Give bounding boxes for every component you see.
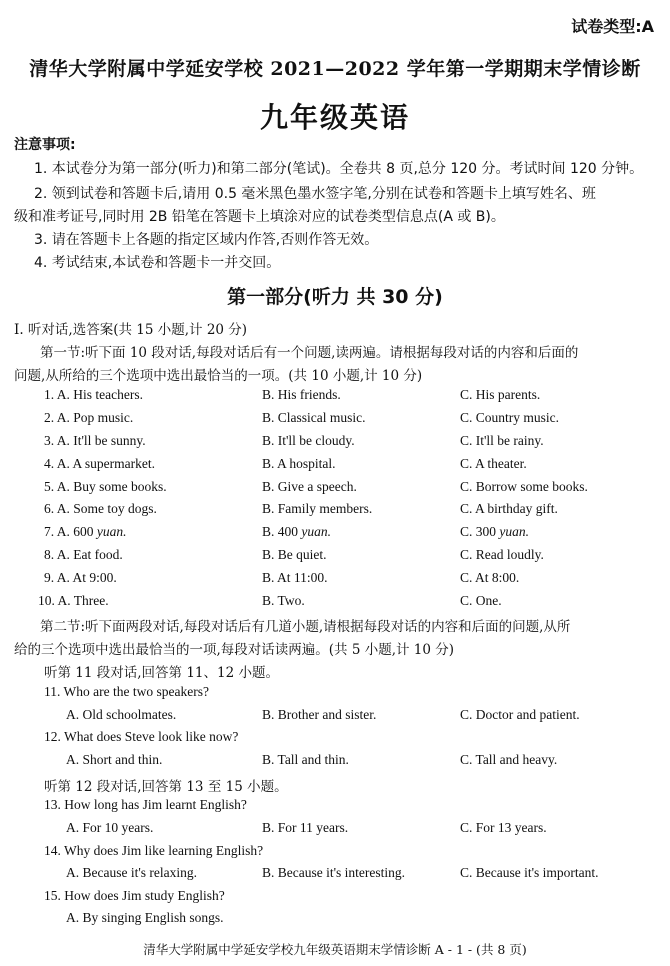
option-b: B. Be quiet. xyxy=(262,547,327,562)
option-a: 8. A. Eat food. xyxy=(44,547,123,562)
option-c xyxy=(460,524,529,540)
option-b: B. A hospital. xyxy=(262,456,336,471)
option-c: C. A birthday gift. xyxy=(460,501,558,516)
subject-title: 九年级英语 xyxy=(259,101,410,134)
option-b: B. Classical music. xyxy=(262,410,366,425)
question-15: 15. How does Jim study English? xyxy=(44,888,225,903)
question-14: 14. Why does Jim like learning English? xyxy=(44,843,264,858)
option-c: C. Tall and heavy. xyxy=(460,752,558,767)
listen-dialog-11: 听第 11 段对话,回答第 11、12 小题。 xyxy=(44,665,279,681)
option-a: A. By singing English songs. xyxy=(66,910,224,925)
option-b: B. For 11 years. xyxy=(262,820,349,835)
option-c: C. It'll be rainy. xyxy=(460,433,544,448)
option-c: C. One. xyxy=(460,593,502,608)
option-b: B. Because it's interesting. xyxy=(262,865,406,880)
option-a xyxy=(44,524,127,540)
note-item: 3. 请在答题卡上各题的指定区域内作答,否则作答无效。 xyxy=(34,232,379,248)
page-footer: 清华大学附属中学延安学校九年级英语期末学情诊断 A - 1 - (共 8 页) xyxy=(143,942,527,957)
option-a: A. For 10 years. xyxy=(66,820,154,835)
section2-instruction: 第二节:听下面两段对话,每段对话后有几道小题,请根据每段对话的内容和后面的问题,从所 xyxy=(40,619,571,635)
option-c: C. His parents. xyxy=(460,387,541,402)
option-a: 10. A. Three. xyxy=(38,593,109,608)
currency-word: yuan. xyxy=(301,524,332,539)
option-b: B. Tall and thin. xyxy=(262,752,349,767)
note-item: 1. 本试卷分为第一部分(听力)和第二部分(笔试)。全卷共 8 页,总分 120 分。考试时间 120 分钟。 xyxy=(34,161,644,177)
option-b-label: B. 400 xyxy=(262,524,299,539)
option-c: C. A theater. xyxy=(460,456,527,471)
option-a: 2. A. Pop music. xyxy=(44,410,134,425)
currency-word: yuan. xyxy=(96,524,127,539)
section2-instruction: 给的三个选项中选出最恰当的一项,每段对话读两遍。(共 5 小题,计 10 分) xyxy=(14,642,455,658)
option-c: C. Read loudly. xyxy=(460,547,544,562)
notes-heading: 注意事项: xyxy=(14,137,76,153)
section-heading: Ⅰ. 听对话,选答案(共 15 小题,计 20 分) xyxy=(14,322,248,338)
school-title: 清华大学附属中学延安学校 2021—2022 学年第一学期期末学情诊断 xyxy=(29,58,641,80)
part-title: 第一部分(听力 共 30 分) xyxy=(227,286,443,308)
option-a: A. Old schoolmates. xyxy=(66,707,177,722)
question-12: 12. What does Steve look like now? xyxy=(44,729,239,744)
option-c-label: C. 300 xyxy=(460,524,497,539)
option-c: C. At 8:00. xyxy=(460,570,520,585)
option-a: 4. A. A supermarket. xyxy=(44,456,155,471)
currency-word: yuan. xyxy=(499,524,530,539)
option-a: 9. A. At 9:00. xyxy=(44,570,117,585)
option-b: B. Brother and sister. xyxy=(262,707,377,722)
option-b xyxy=(262,524,331,540)
note-item: 级和准考证号,同时用 2B 铅笔在答题卡上填涂对应的试卷类型信息点(A 或 B)。 xyxy=(14,209,505,225)
option-a: 6. A. Some toy dogs. xyxy=(44,501,157,516)
option-a: A. Because it's relaxing. xyxy=(66,865,198,880)
option-c: C. For 13 years. xyxy=(460,820,547,835)
option-a: 3. A. It'll be sunny. xyxy=(44,433,146,448)
option-c: C. Because it's important. xyxy=(460,865,599,880)
question-11: 11. Who are the two speakers? xyxy=(44,684,209,699)
option-b: B. Family members. xyxy=(262,501,373,516)
option-b: B. Give a speech. xyxy=(262,479,357,494)
option-c: C. Country music. xyxy=(460,410,560,425)
option-a: 5. A. Buy some books. xyxy=(44,479,167,494)
note-item: 4. 考试结束,本试卷和答题卡一并交回。 xyxy=(34,255,281,271)
note-item: 2. 领到试卷和答题卡后,请用 0.5 毫米黑色墨水签字笔,分别在试卷和答题卡上填写姓名、班 xyxy=(34,186,596,202)
section1-instruction: 第一节:听下面 10 段对话,每段对话后有一个问题,读两遍。请根据每段对话的内容和后面的 xyxy=(40,345,579,361)
section1-instruction: 问题,从所给的三个选项中选出最恰当的一项。(共 10 小题,计 10 分) xyxy=(14,368,423,384)
option-b: B. His friends. xyxy=(262,387,341,402)
option-b: B. It'll be cloudy. xyxy=(262,433,355,448)
option-c: C. Doctor and patient. xyxy=(460,707,580,722)
listen-dialog-12: 听第 12 段对话,回答第 13 至 15 小题。 xyxy=(44,779,288,795)
option-c: C. Borrow some books. xyxy=(460,479,588,494)
paper-type-label: 试卷类型:A xyxy=(571,17,654,36)
option-a-label: 7. A. 600 xyxy=(44,524,94,539)
option-b: B. Two. xyxy=(262,593,305,608)
option-b: B. At 11:00. xyxy=(262,570,328,585)
option-a: A. Short and thin. xyxy=(66,752,163,767)
option-a: 1. A. His teachers. xyxy=(44,387,143,402)
question-13: 13. How long has Jim learnt English? xyxy=(44,797,247,812)
